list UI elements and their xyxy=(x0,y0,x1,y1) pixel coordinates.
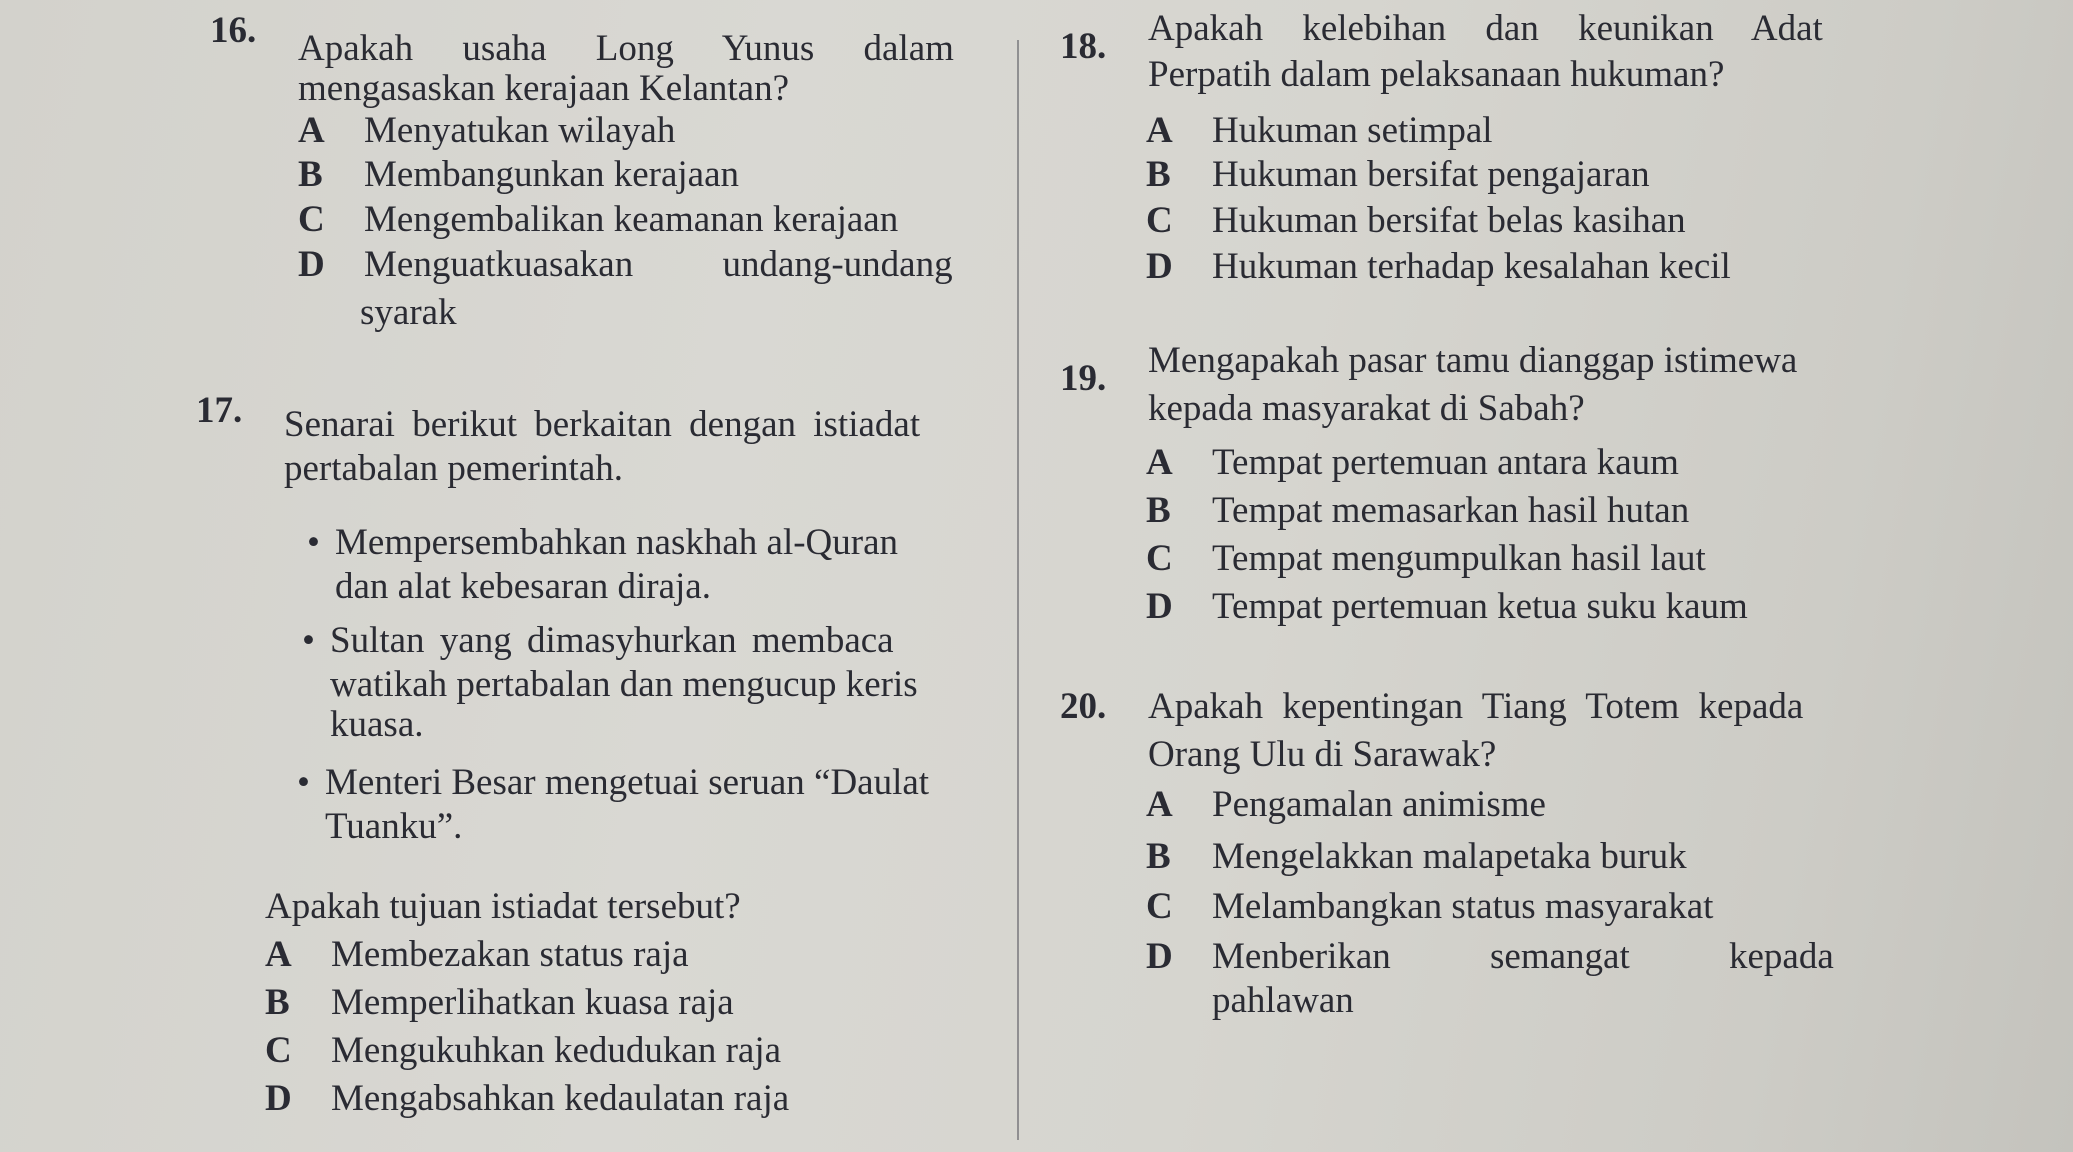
option-a[interactable] xyxy=(1146,782,1546,828)
option-d-continuation: syarak xyxy=(360,292,457,333)
option-c[interactable] xyxy=(1146,884,1713,930)
option-letter: B xyxy=(1146,490,1171,531)
option-a[interactable] xyxy=(265,932,689,978)
option-a[interactable] xyxy=(1146,108,1493,154)
option-d[interactable] xyxy=(265,1076,789,1122)
question-prompt: Apakah tujuan istiadat tersebut? xyxy=(265,886,741,927)
stem-line: Apakah kepentingan Tiang Totem kepada xyxy=(1148,686,1804,727)
option-letter: C xyxy=(1146,886,1173,927)
option-d[interactable] xyxy=(298,242,953,288)
option-text: Memperlihatkan kuasa raja xyxy=(331,982,734,1023)
option-c[interactable] xyxy=(1146,198,1686,244)
bullet-item xyxy=(307,520,995,610)
bullet-dot: • xyxy=(307,522,320,563)
question-number: 18. xyxy=(1060,26,1107,67)
option-b[interactable] xyxy=(265,980,734,1026)
option-text: Hukuman bersifat pengajaran xyxy=(1212,154,1650,195)
question-stem xyxy=(298,26,988,112)
option-c[interactable] xyxy=(1146,536,1706,582)
stem-line: Orang Ulu di Sarawak? xyxy=(1148,734,1497,775)
option-text: Tempat pertemuan ketua suku kaum xyxy=(1212,586,1748,627)
option-letter: C xyxy=(1146,200,1173,241)
option-text: Tempat pertemuan antara kaum xyxy=(1212,442,1679,483)
option-text: Melambangkan status masyarakat xyxy=(1212,886,1714,927)
question-stem xyxy=(1148,6,2008,98)
option-letter: D xyxy=(1146,936,1173,977)
option-letter: A xyxy=(298,110,325,151)
option-letter: D xyxy=(1146,586,1173,627)
option-text: Menyatukan wilayah xyxy=(364,110,676,151)
option-letter: B xyxy=(1146,836,1171,877)
question-stem xyxy=(284,402,984,492)
option-letter: C xyxy=(1146,538,1173,579)
question-number: 19. xyxy=(1060,358,1107,399)
option-b[interactable] xyxy=(1146,834,1687,880)
right-column xyxy=(1030,0,2073,1152)
option-a[interactable] xyxy=(298,108,675,154)
option-text: Mengukuhkan kedudukan raja xyxy=(331,1030,782,1071)
option-letter: A xyxy=(1146,784,1173,825)
option-text: Mengabsahkan kedaulatan raja xyxy=(331,1078,790,1119)
option-letter: A xyxy=(265,934,292,975)
stem-line: Senarai berikut berkaitan dengan istiadat xyxy=(284,404,921,445)
option-text: Menguatkuasakan undang-undang xyxy=(364,244,953,285)
stem-line: Mengapakah pasar tamu dianggap istimewa xyxy=(1148,340,1798,381)
option-letter: A xyxy=(1146,442,1173,483)
option-b[interactable] xyxy=(1146,488,1689,534)
bullet-line: Menteri Besar mengetuai seruan “Daulat xyxy=(325,762,930,803)
option-text: Hukuman setimpal xyxy=(1212,110,1493,151)
option-c[interactable] xyxy=(298,197,898,243)
option-letter: B xyxy=(265,982,290,1023)
stem-line: kepada masyarakat di Sabah? xyxy=(1148,388,1585,429)
question-number: 17. xyxy=(196,390,243,431)
bullet-line: Sultan yang dimasyhurkan membaca xyxy=(330,620,894,661)
question-stem xyxy=(1148,338,2048,432)
stem-line: Apakah kelebihan dan keunikan Adat xyxy=(1148,8,1823,49)
bullet-line: Mempersembahkan naskhah al-Quran xyxy=(335,522,899,563)
option-text: Mengembalikan keamanan kerajaan xyxy=(364,199,899,240)
question-number: 20. xyxy=(1060,686,1107,727)
bullet-line: watikah pertabalan dan mengucup keris xyxy=(330,664,918,705)
option-letter: B xyxy=(1146,154,1171,195)
option-d[interactable] xyxy=(1146,934,1834,980)
option-d[interactable] xyxy=(1146,584,1748,630)
bullet-item xyxy=(297,760,985,850)
option-text: Membangunkan kerajaan xyxy=(364,154,739,195)
bullet-line: Tuanku”. xyxy=(325,806,463,847)
question-number: 16. xyxy=(210,10,257,51)
option-letter: C xyxy=(265,1030,292,1071)
option-a[interactable] xyxy=(1146,440,1679,486)
option-text: Menberikan semangat kepada xyxy=(1212,936,1834,977)
option-text: Tempat mengumpulkan hasil laut xyxy=(1212,538,1706,579)
option-b[interactable] xyxy=(298,152,739,198)
option-letter: A xyxy=(1146,110,1173,151)
option-text: Membezakan status raja xyxy=(331,934,689,975)
bullet-line: dan alat kebesaran diraja. xyxy=(335,566,711,607)
option-text: Mengelakkan malapetaka buruk xyxy=(1212,836,1687,877)
left-column xyxy=(0,0,1020,1152)
bullet-line: kuasa. xyxy=(330,704,424,745)
option-text: Hukuman terhadap kesalahan kecil xyxy=(1212,246,1731,287)
option-c[interactable] xyxy=(265,1028,781,1074)
stem-line: Perpatih dalam pelaksanaan hukuman? xyxy=(1148,54,1725,95)
option-letter: D xyxy=(1146,246,1173,287)
option-letter: D xyxy=(265,1078,292,1119)
stem-line: mengasaskan kerajaan Kelantan? xyxy=(298,68,790,109)
option-letter: B xyxy=(298,154,323,195)
option-b[interactable] xyxy=(1146,152,1650,198)
option-text: Pengamalan animisme xyxy=(1212,784,1546,825)
bullet-item xyxy=(302,618,990,748)
option-letter: C xyxy=(298,199,325,240)
option-letter: D xyxy=(298,244,325,285)
option-text: Tempat memasarkan hasil hutan xyxy=(1212,490,1690,531)
bullet-dot: • xyxy=(297,762,310,803)
option-d-continuation: pahlawan xyxy=(1212,980,1354,1021)
option-text: Hukuman bersifat belas kasihan xyxy=(1212,200,1686,241)
bullet-dot: • xyxy=(302,620,315,661)
question-stem xyxy=(1148,684,2048,778)
stem-line: pertabalan pemerintah. xyxy=(284,448,623,489)
option-d[interactable] xyxy=(1146,244,1731,290)
stem-line: Apakah usaha Long Yunus dalam xyxy=(298,28,954,69)
